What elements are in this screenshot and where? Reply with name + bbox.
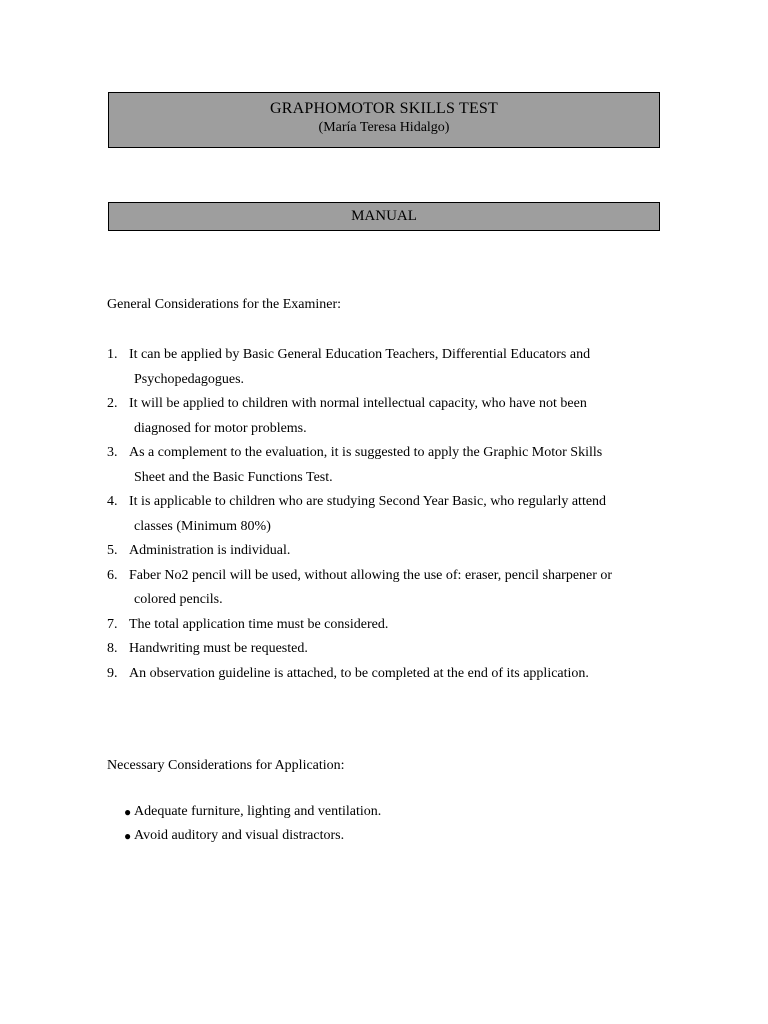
list-item-text: An observation guideline is attached, to be completed at the end of its application. [129,665,589,681]
document-title: GRAPHOMOTOR SKILLS TEST [269,100,499,117]
bullet-item [124,824,381,848]
list-item [107,662,660,687]
list-item [107,392,660,441]
list-item-number: 6. [107,567,118,583]
bullet-item [124,800,381,824]
list-item [107,564,660,613]
list-item [107,539,660,564]
list-item-text: Faber No2 pencil will be used, without allowing the use of: eraser, pencil sharpener or [129,567,613,583]
bullet-item-text: Adequate furniture, lighting and ventilation. [134,804,382,819]
list-item-number: 3. [107,445,118,460]
list-item-text: It can be applied by Basic General Education Teachers, Differential Educators and [129,347,591,362]
necessary-considerations-heading: Necessary Considerations for Application: [107,758,345,773]
list-item-text: Administration is individual. [129,543,291,558]
list-item-text: The total application time must be considered. [129,616,389,632]
bullet-icon: ● [124,829,132,843]
general-considerations-list [107,343,660,686]
bullet-item-text: Avoid auditory and visual distractors. [134,828,345,843]
necessary-considerations-list [124,800,381,848]
manual-heading: MANUAL [351,208,417,224]
list-item [107,613,660,638]
list-item-number: 2. [107,396,118,411]
list-item-number: 1. [107,347,118,362]
list-item-text-continued: diagnosed for motor problems. [134,420,307,436]
list-item [107,637,660,662]
list-item [107,441,660,490]
manual-heading-box [108,202,660,231]
list-item-number: 9. [107,665,118,681]
list-item-number: 4. [107,494,118,509]
list-item-number: 7. [107,616,118,632]
general-considerations-heading: General Considerations for the Examiner: [107,297,342,312]
list-item [107,490,660,539]
list-item-text: Handwriting must be requested. [129,641,308,656]
title-box [108,92,660,148]
list-item-number: 5. [107,543,118,558]
list-item-text: As a complement to the evaluation, it is suggested to apply the Graphic Motor Skills [129,445,603,460]
list-item-text-continued: colored pencils. [134,592,223,607]
list-item [107,343,660,392]
bullet-icon: ● [124,805,132,819]
list-item-text-continued: classes (Minimum 80%) [134,518,271,534]
list-item-text: It will be applied to children with normal intellectual capacity, who have not been [129,396,587,411]
list-item-text: It is applicable to children who are studying Second Year Basic, who regularly attend [129,494,607,509]
list-item-text-continued: Sheet and the Basic Functions Test. [134,469,333,485]
list-item-number: 8. [107,641,118,656]
list-item-text-continued: Psychopedagogues. [134,371,245,387]
document-author: (María Teresa Hidalgo) [318,120,450,135]
